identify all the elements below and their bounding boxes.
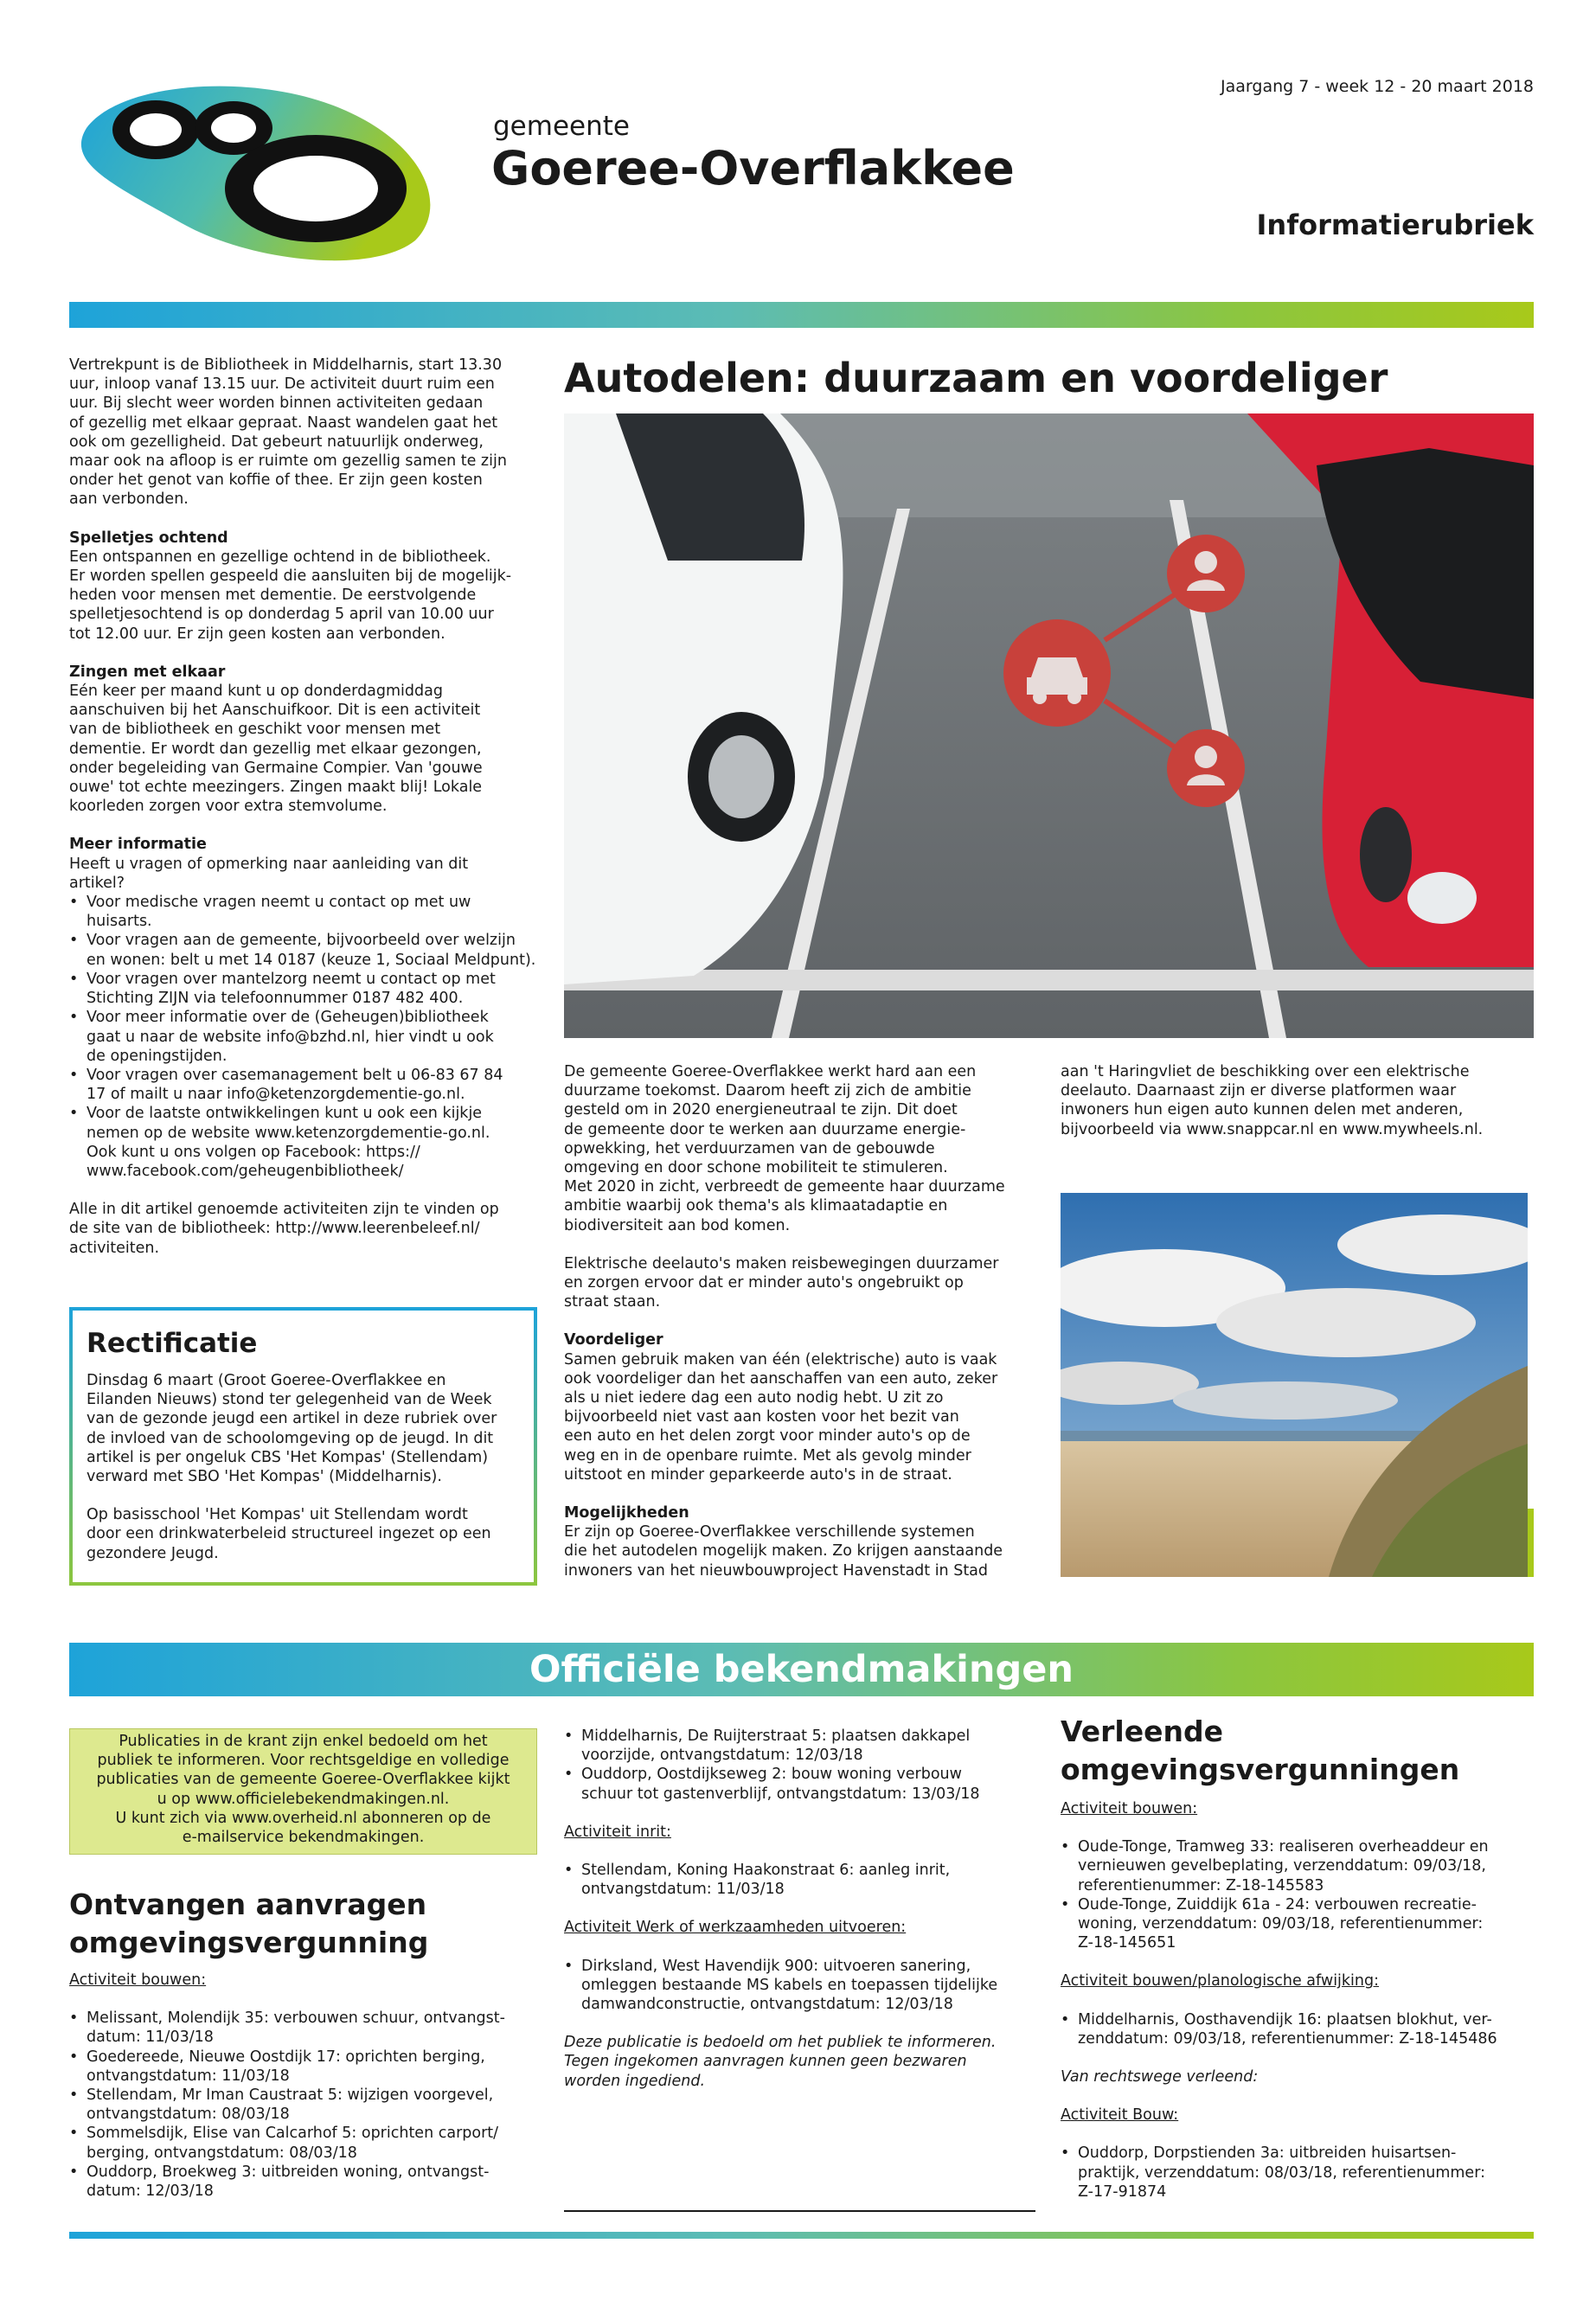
rectificatie-paragraph-2: Op basisschool 'Het Kompas' uit Stellendam wordt door een drinkwaterbeleid structureel ingezet op een gezondere Jeugd. — [87, 1506, 491, 1562]
rectificatie-title: Rectificatie — [87, 1328, 258, 1359]
list-item: • Stellendam, Koning Haakonstraat 6: aanleg inrit, ontvangstdatum: 11/03/18 — [564, 1862, 951, 1899]
list-item: • Stellendam, Mr Iman Caustraat 5: wijzigen voorgevel, ontvangstdatum: 08/03/18 — [69, 2086, 494, 2124]
beach-photo-accent — [1528, 1509, 1534, 1577]
logo-small-text: gemeente — [493, 111, 630, 142]
left-paragraph-meer-info: Heeft u vragen of opmerking naar aanleiding van dit artikel? — [69, 855, 469, 892]
list-item: • Voor vragen over casemanagement belt u 06-83 67 84 17 of mailt u naar info@ketenzorgdementie-go.nl. — [69, 1066, 503, 1104]
rectificatie-box — [69, 1307, 537, 1586]
publication-notice: Publicaties in de krant zijn enkel bedoeld om het publiek te informeren. Voor rechtsgeldige en volledige publicaties van de gemeente Goeree-Overflakkee kijkt u op www.officielebekendmakingen.nl. U kunt zich via www.overheid.nl abonneren op de e-mailservice bekendmakingen. — [69, 1728, 537, 1855]
list-item: • Oude-Tonge, Tramweg 33: realiseren overheaddeur en vernieuwen gevelbeplating, verzenddatum: 09/03/18, referentienummer: Z-18-145583 — [1061, 1838, 1489, 1894]
autodelen-paragraph-2: Elektrische deelauto's maken reisbewegingen duurzamer en zorgen ervoor dat er minder auto's ongebruikt op straat staan. — [564, 1254, 999, 1311]
list-item: • Ouddorp, Dorpstienden 3a: uitbreiden huisartsen- praktijk, verzenddatum: 08/03/18, referentienummer: Z-17-91874 — [1061, 2144, 1485, 2201]
list-item: • Sommelsdijk, Elise van Calcarhof 5: oprichten carport/ berging, ontvangstdatum: 08/03/18 — [69, 2125, 499, 2162]
list-item: • Oude-Tonge, Zuiddijk 61a - 24: verbouwen recreatie- woning, verzenddatum: 09/03/18, referentienummer: Z-18-145651 — [1061, 1895, 1484, 1952]
granted-permits-title: Verleende omgevingsvergunningen — [1061, 1715, 1460, 1786]
category-label: Activiteit bouwen/planologische afwijking: — [1061, 1972, 1380, 1990]
category-label: Activiteit bouwen: — [69, 1971, 207, 1989]
list-item: • Ouddorp, Oostdijkseweg 2: bouw woning verbouw schuur tot gastenverblijf, ontvangstdatum: 13/03/18 — [564, 1766, 980, 1803]
list-item: • Voor de laatste ontwikkelingen kunt u ook een kijkje nemen op de website www.ketenzorgdementie-go.nl. Ook kunt u ons volgen op Facebook: https:// www.facebook.com/geheugenbibliotheek/ — [69, 1105, 490, 1180]
footer-gradient-bar — [69, 2232, 1534, 2239]
list-item: • Dirksland, West Havendijk 900: uitvoeren sanering, omleggen bestaande MS kabels en toepassen tijdelijke damwandconstructie, ontvangstdatum: 12/03/18 — [564, 1957, 998, 2014]
left-closing: Alle in dit artikel genoemde activiteiten zijn te vinden op de site van de bibliotheek: http://www.leerenbeleef.nl/ activiteiten. — [69, 1201, 499, 1257]
list-item: • Voor vragen aan de gemeente, bijvoorbeeld over welzijn en wonen: belt u met 14 0187 (keuze 1, Sociaal Meldpunt). — [69, 932, 536, 969]
header-gradient-bar — [69, 302, 1534, 328]
category-label: Activiteit inrit: — [564, 1823, 671, 1841]
list-item: • Ouddorp, Broekweg 3: uitbreiden woning, ontvangst- datum: 12/03/18 — [69, 2163, 490, 2201]
left-article — [69, 356, 554, 1258]
list-item: • Goedereede, Nieuwe Oostdijk 17: oprichten berging, ontvangstdatum: 11/03/18 — [69, 2048, 485, 2085]
legal-note: Van rechtswege verleend: — [1061, 2068, 1259, 2086]
official-column-3 — [1061, 1713, 1541, 2202]
column-divider — [564, 2210, 1035, 2212]
logo — [69, 76, 450, 265]
list-item: • Voor meer informatie over de (Geheugen)bibliotheek gaat u naar de website info@bzhd.nl, hier vindt u ook de openingstijden. — [69, 1009, 494, 1065]
beach-photo — [1061, 1193, 1528, 1577]
autodelen-column-1 — [564, 1062, 1048, 1580]
category-label: Activiteit Bouw: — [1061, 2106, 1179, 2125]
list-item: • Voor vragen over mantelzorg neemt u contact op met Stichting ZIJN via telefoonnummer 0187 482 400. — [69, 970, 496, 1008]
left-heading-spelletjes: Spelletjes ochtend — [69, 529, 228, 547]
list-item: • Voor medische vragen neemt u contact op met uw huisarts. — [69, 894, 471, 931]
left-heading-zingen: Zingen met elkaar — [69, 663, 226, 681]
left-heading-meer-info: Meer informatie — [69, 836, 207, 854]
left-intro: Vertrekpunt is de Bibliotheek in Middelharnis, start 13.30 uur, inloop vanaf 13.15 uur. De activiteit duurt ruim een uur. Bij slecht weer worden binnen activiteiten gedaan of gezellig met elkaar gepraat. Naast wandelen gaat het ook om gezelligheid. Dat gebeurt natuurlijk onderweg, maar ook na afloop is er ruimte om gezellig samen te zijn onder het genot van koffie of thee. Er zijn geen kosten aan verbonden. — [69, 356, 507, 509]
official-column-1 — [69, 1886, 545, 2201]
list-item: • Middelharnis, De Ruijterstraat 5: plaatsen dakkapel voorzijde, ontvangstdatum: 12/03/18 — [564, 1727, 971, 1765]
list-item: • Middelharnis, Oosthavendijk 16: plaatsen blokhut, ver- zenddatum: 09/03/18, referentienummer: Z-18-145486 — [1061, 2010, 1497, 2048]
autodelen-paragraph-3: Samen gebruik maken van één (elektrische) auto is vaak ook voordeliger dan het aanschaffen van een auto, zeker als u niet iedere dag een auto nodig hebt. U zit zo bijvoorbeeld niet vast aan kosten voor het bezit van een auto en het delen zorgt voor minder auto's op de weg en in de openbare ruimte. Met als gevolg minder uitstoot en minder geparkeerde auto's in de straat. — [564, 1350, 998, 1484]
list-item: • Melissant, Molendijk 35: verbouwen schuur, ontvangst- datum: 11/03/18 — [69, 2009, 505, 2047]
autodelen-heading-voordeliger: Voordeliger — [564, 1331, 663, 1349]
autodelen-title: Autodelen: duurzaam en voordeliger — [564, 355, 1388, 401]
official-banner — [69, 1643, 1534, 1696]
autodelen-column-2: aan 't Haringvliet de beschikking over een elektrische deelauto. Daarnaast zijn er diverse platformen waar inwoners hun eigen auto kunnen delen met anderen, bijvoorbeeld via www.snappcar.nl en www.mywheels.nl. — [1061, 1063, 1484, 1138]
issue-line: Jaargang 7 - week 12 - 20 maart 2018 — [1221, 77, 1534, 96]
autodelen-paragraph-1: De gemeente Goeree-Overflakkee werkt hard aan een duurzame toekomst. Daarom heeft zij zich de ambitie gesteld om in 2020 energieneutraal te zijn. Dit doet de gemeente door te werken aan duurzame energie- opwekking, het verduurzamen van de gebouwde omgeving en door schone mobiliteit te stimuleren. Met 2020 in zicht, verbreedt de gemeente haar duurzame ambitie waarbij ook thema's als klimaatadaptie en biodiversiteit aan bod komen. — [564, 1063, 1005, 1234]
rubric-title: Informatierubriek — [1256, 208, 1534, 241]
official-column-2 — [564, 1727, 1044, 2091]
received-applications-title: Ontvangen aanvragen omgevingsvergunning — [69, 1888, 429, 1959]
parking-photo — [564, 413, 1534, 1038]
autodelen-heading-mogelijkheden: Mogelijkheden — [564, 1504, 689, 1522]
rectificatie-paragraph-1: Dinsdag 6 maart (Groot Goeree-Overflakkee en Eilanden Nieuws) stond ter gelegenheid van de Week van de gezonde jeugd een artikel in deze rubriek over de invloed van de schoolomgeving op de jeugd. In dit artikel is per ongeluk CBS 'Het Kompas' (Stellendam) verward met SBO 'Het Kompas' (Middelharnis). — [87, 1372, 497, 1486]
logo-big-text: Goeree-Overflakkee — [491, 141, 1015, 195]
left-paragraph-spelletjes: Een ontspannen en gezellige ochtend in de bibliotheek. Er worden spellen gespeeld die aansluiten bij de mogelijk- heden voor mensen met dementie. De eerstvolgende spelletjesochtend is op donderdag 5 april van 10.00 uur tot 12.00 uur. Er zijn geen kosten aan verbonden. — [69, 548, 512, 643]
official-banner-title: Officiële bekendmakingen — [529, 1648, 1074, 1691]
publication-note: Deze publicatie is bedoeld om het publiek te informeren. Tegen ingekomen aanvragen kunnen geen bezwaren worden ingediend. — [564, 2034, 997, 2090]
autodelen-paragraph-4: Er zijn op Goeree-Overflakkee verschillende systemen die het autodelen mogelijk maken. Zo krijgen aanstaande inwoners van het nieuwbouwproject Havenstadt in Stad — [564, 1523, 1003, 1580]
left-paragraph-zingen: Eén keer per maand kunt u op donderdagmiddag aanschuiven bij het Aanschuifkoor. Dit is een activiteit van de bibliotheek en geschikt voor mensen met dementie. Er wordt dan gezellig met elkaar gezongen, onder begeleiding van Germaine Compier. Van 'gouwe ouwe' tot echte meezingers. Zingen maakt blij! Lokale koorleden zorgen voor extra stemvolume. — [69, 683, 483, 816]
category-label: Activiteit bouwen: — [1061, 1800, 1198, 1817]
category-label: Activiteit Werk of werkzaamheden uitvoeren: — [564, 1919, 907, 1937]
